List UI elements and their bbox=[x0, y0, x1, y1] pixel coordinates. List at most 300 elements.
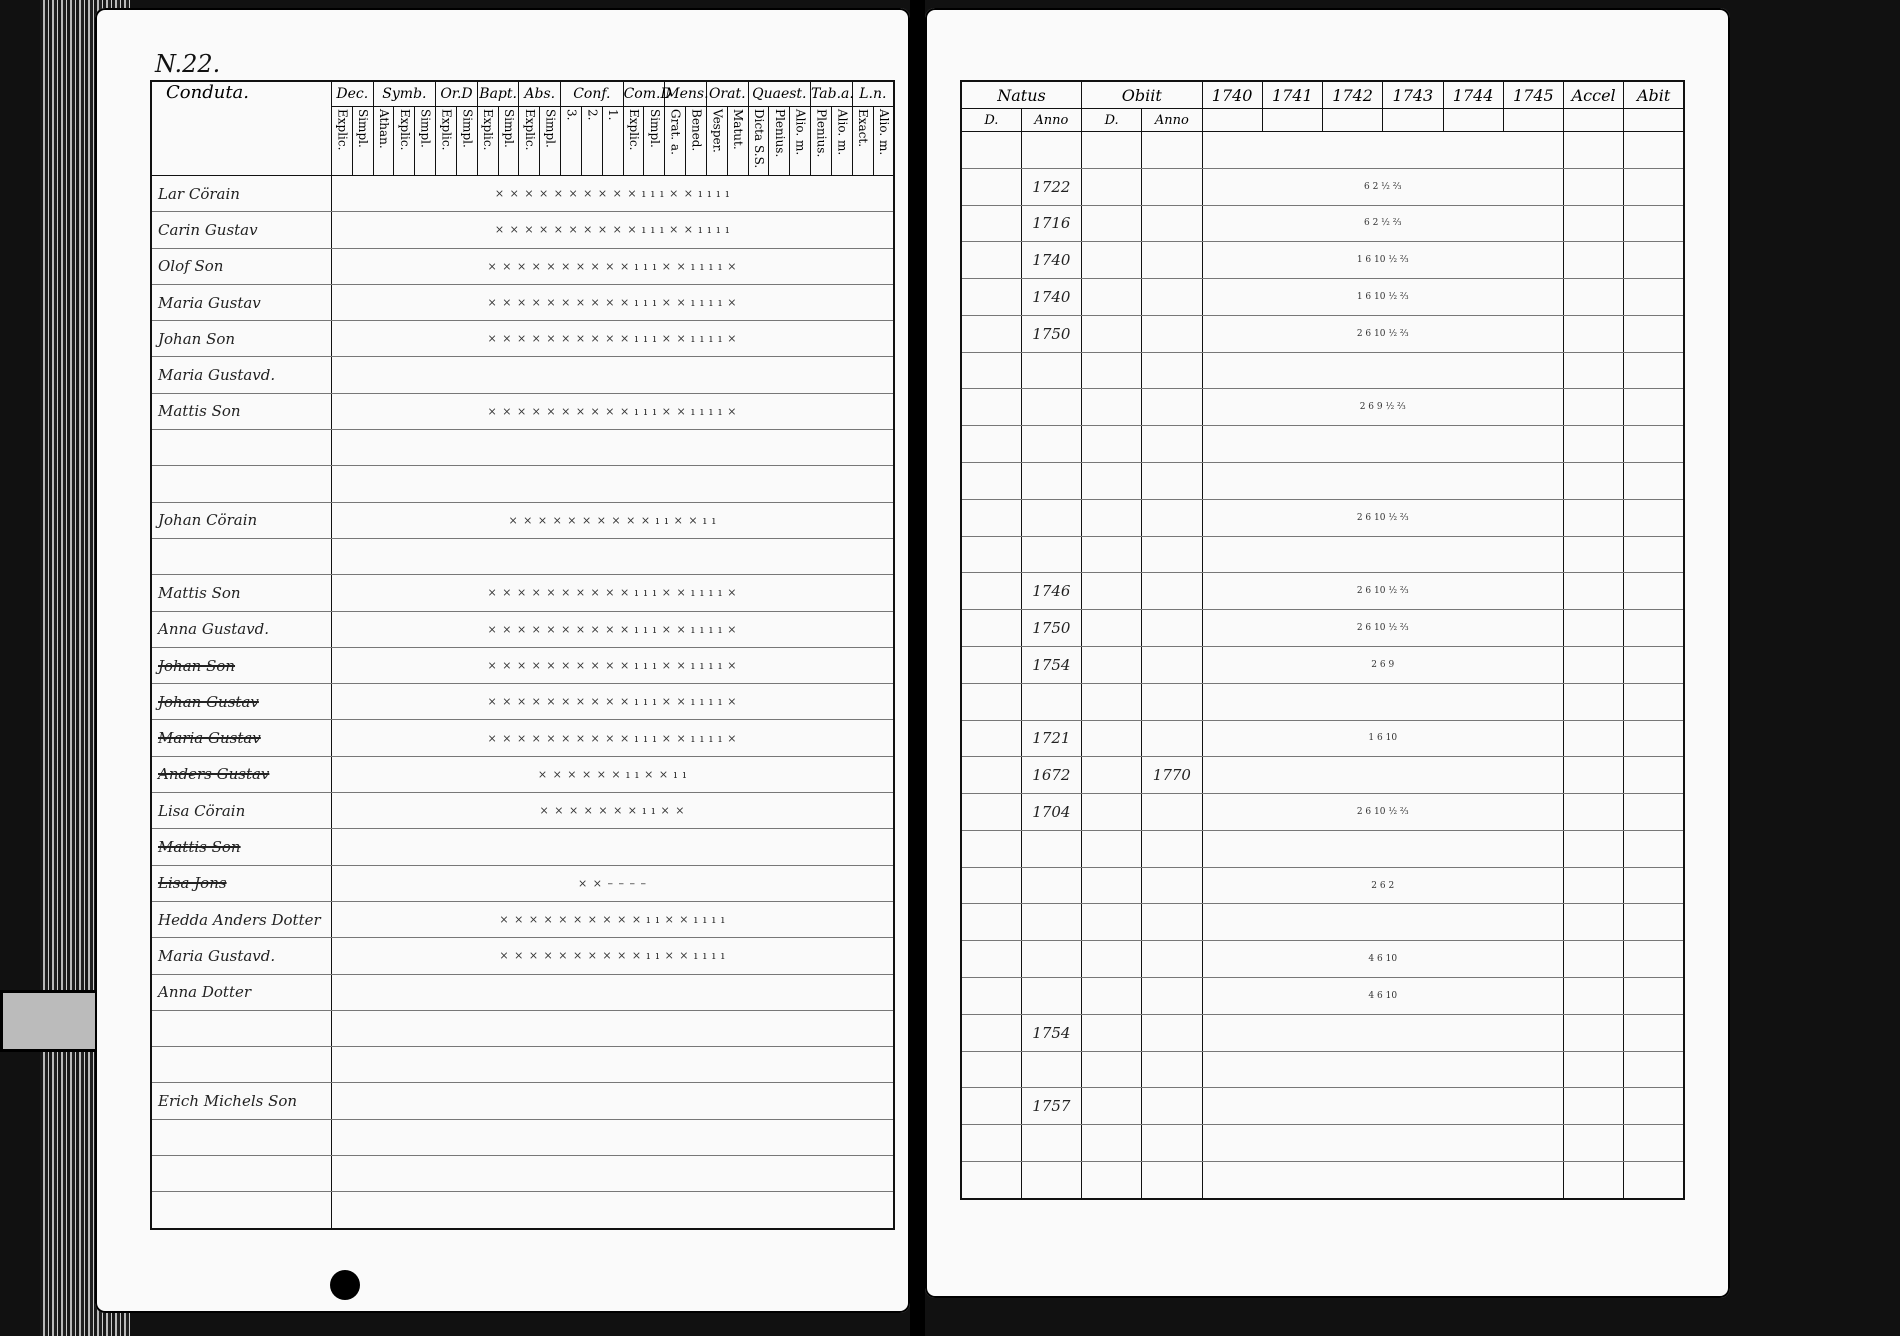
table-row bbox=[961, 205, 1684, 242]
abit-cell bbox=[1624, 646, 1684, 683]
column-sub-header bbox=[332, 107, 353, 176]
table-row bbox=[151, 756, 894, 792]
abit-cell bbox=[1624, 205, 1684, 242]
column-group-header: Quaest. bbox=[748, 81, 810, 107]
natus-day bbox=[961, 536, 1021, 573]
natus-day bbox=[961, 499, 1021, 536]
column-sub-label: Explic. bbox=[627, 109, 641, 151]
obiit-day bbox=[1082, 867, 1142, 904]
column-sub-label: Athan. bbox=[377, 109, 392, 149]
abit-cell bbox=[1624, 977, 1684, 1014]
year-subcolumn bbox=[1202, 109, 1262, 132]
column-sub-label: Simpl. bbox=[460, 109, 475, 148]
column-sub-label: Simpl. bbox=[543, 109, 558, 148]
obiit-year bbox=[1142, 573, 1202, 610]
natus-day bbox=[961, 941, 1021, 978]
table-row bbox=[961, 1051, 1684, 1088]
column-sub-header bbox=[415, 107, 436, 176]
person-name: Anna Dotter bbox=[151, 974, 332, 1010]
table-row bbox=[151, 793, 894, 829]
column-sub-label: Grat. a. bbox=[668, 109, 683, 155]
table-row bbox=[961, 683, 1684, 720]
yearly-progress-tallies: 1 6 10 ½ ⅔ bbox=[1202, 242, 1564, 279]
natus-year bbox=[1021, 1125, 1081, 1162]
natus-header: Natus bbox=[961, 81, 1082, 109]
column-sub-header bbox=[456, 107, 477, 176]
yearly-progress-tallies bbox=[1202, 536, 1564, 573]
person-name: Johan Cörain bbox=[151, 502, 332, 538]
natus-day bbox=[961, 279, 1021, 316]
abit-cell bbox=[1624, 499, 1684, 536]
column-sub-header bbox=[623, 107, 644, 176]
person-name: Lisa Cörain bbox=[151, 793, 332, 829]
table-row bbox=[961, 1014, 1684, 1051]
table-row bbox=[151, 938, 894, 974]
natus-day bbox=[961, 867, 1021, 904]
obiit-day-header: D. bbox=[1082, 109, 1142, 132]
abit-cell bbox=[1624, 573, 1684, 610]
natus-day bbox=[961, 977, 1021, 1014]
obiit-day bbox=[1082, 463, 1142, 500]
obiit-year bbox=[1142, 941, 1202, 978]
natus-day bbox=[961, 463, 1021, 500]
table-row bbox=[151, 466, 894, 502]
obiit-year bbox=[1142, 867, 1202, 904]
table-row bbox=[151, 357, 894, 393]
table-row bbox=[961, 610, 1684, 647]
year-subcolumn bbox=[1323, 109, 1383, 132]
natus-year: 1672 bbox=[1021, 757, 1081, 794]
abit-cell bbox=[1624, 720, 1684, 757]
person-name bbox=[151, 1047, 332, 1083]
natus-year bbox=[1021, 389, 1081, 426]
obiit-day bbox=[1082, 830, 1142, 867]
natus-day bbox=[961, 168, 1021, 205]
obiit-day bbox=[1082, 646, 1142, 683]
natus-day bbox=[961, 242, 1021, 279]
knowledge-marks: × × × × × × × × × × ı ı ı × × ı ı ı ı × bbox=[332, 321, 895, 357]
obiit-day bbox=[1082, 720, 1142, 757]
obiit-day bbox=[1082, 1014, 1142, 1051]
column-sub-header bbox=[581, 107, 602, 176]
table-row bbox=[961, 168, 1684, 205]
column-group-header: Orat. bbox=[706, 81, 748, 107]
obiit-year bbox=[1142, 242, 1202, 279]
year-header: 1741 bbox=[1262, 81, 1322, 109]
abit-cell bbox=[1624, 279, 1684, 316]
table-row bbox=[151, 611, 894, 647]
natus-day bbox=[961, 720, 1021, 757]
right-page bbox=[925, 8, 1730, 1298]
accel-cell bbox=[1564, 1051, 1624, 1088]
obiit-day bbox=[1082, 794, 1142, 831]
abit-cell bbox=[1624, 794, 1684, 831]
column-sub-label: 2. bbox=[585, 109, 600, 121]
left-page bbox=[95, 8, 910, 1313]
column-sub-header bbox=[873, 107, 894, 176]
obiit-header: Obiit bbox=[1082, 81, 1203, 109]
column-sub-header bbox=[373, 107, 394, 176]
column-sub-header bbox=[748, 107, 769, 176]
abit-cell bbox=[1624, 1088, 1684, 1125]
obiit-year bbox=[1142, 205, 1202, 242]
natus-year: 1750 bbox=[1021, 315, 1081, 352]
abit-cell bbox=[1624, 683, 1684, 720]
natus-day bbox=[961, 757, 1021, 794]
abit-cell bbox=[1624, 1125, 1684, 1162]
year-subcolumn bbox=[1262, 109, 1322, 132]
yearly-progress-tallies bbox=[1202, 830, 1564, 867]
obiit-day bbox=[1082, 1125, 1142, 1162]
column-sub-header bbox=[540, 107, 561, 176]
column-group-header: Conf. bbox=[561, 81, 623, 107]
person-name: Anders Gustav bbox=[151, 756, 332, 792]
accel-cell bbox=[1564, 720, 1624, 757]
knowledge-marks bbox=[332, 974, 895, 1010]
column-sub-header bbox=[519, 107, 540, 176]
natus-year bbox=[1021, 977, 1081, 1014]
obiit-day bbox=[1082, 315, 1142, 352]
catechism-register-table bbox=[150, 80, 895, 1230]
year-header: 1745 bbox=[1503, 81, 1563, 109]
column-group-header: Or.D bbox=[436, 81, 478, 107]
yearly-progress-tallies: 2 6 10 ½ ⅔ bbox=[1202, 315, 1564, 352]
table-row bbox=[151, 1192, 894, 1229]
table-row bbox=[151, 575, 894, 611]
column-sub-label: Explic. bbox=[439, 109, 454, 151]
yearly-progress-tallies bbox=[1202, 426, 1564, 463]
abit-subcolumn bbox=[1624, 109, 1684, 132]
column-sub-label: Alio. m. bbox=[876, 109, 891, 156]
person-name: Anna Gustavd. bbox=[151, 611, 332, 647]
column-sub-header bbox=[706, 107, 727, 176]
yearly-progress-tallies bbox=[1202, 1161, 1564, 1199]
yearly-progress-tallies: 2 6 2 bbox=[1202, 867, 1564, 904]
knowledge-marks: × × × × × × × × × × ı ı ı × × ı ı ı ı × bbox=[332, 393, 895, 429]
knowledge-marks: × × × × × × × × × × ı ı ı × × ı ı ı ı × bbox=[332, 284, 895, 320]
obiit-day bbox=[1082, 205, 1142, 242]
obiit-day bbox=[1082, 499, 1142, 536]
obiit-day bbox=[1082, 426, 1142, 463]
yearly-progress-tallies: 2 6 10 ½ ⅔ bbox=[1202, 499, 1564, 536]
knowledge-marks bbox=[332, 538, 895, 574]
natus-day bbox=[961, 1014, 1021, 1051]
column-sub-label: Plenius. bbox=[772, 109, 787, 158]
knowledge-marks bbox=[332, 1192, 895, 1229]
obiit-day bbox=[1082, 536, 1142, 573]
column-sub-label: Plenius. bbox=[814, 109, 829, 158]
table-row bbox=[151, 284, 894, 320]
person-name: Johan Son bbox=[151, 321, 332, 357]
abit-cell bbox=[1624, 610, 1684, 647]
abit-cell bbox=[1624, 941, 1684, 978]
abit-cell bbox=[1624, 426, 1684, 463]
obiit-year bbox=[1142, 646, 1202, 683]
column-group-header: Abs. bbox=[519, 81, 561, 107]
table-row bbox=[151, 212, 894, 248]
accel-cell bbox=[1564, 794, 1624, 831]
table-row bbox=[151, 1010, 894, 1046]
yearly-progress-tallies bbox=[1202, 463, 1564, 500]
natus-year bbox=[1021, 904, 1081, 941]
natus-year: 1757 bbox=[1021, 1088, 1081, 1125]
column-sub-header bbox=[811, 107, 832, 176]
yearly-progress-tallies: 2 6 10 ½ ⅔ bbox=[1202, 794, 1564, 831]
table-row bbox=[151, 321, 894, 357]
knowledge-marks: × × × × × × × × × × ı ı ı × × ı ı ı ı × bbox=[332, 720, 895, 756]
person-name bbox=[151, 1156, 332, 1192]
knowledge-marks: × × × × × × × × × × ı ı ı × × ı ı ı ı bbox=[332, 176, 895, 212]
column-sub-header bbox=[665, 107, 686, 176]
accel-cell bbox=[1564, 279, 1624, 316]
accel-cell bbox=[1564, 573, 1624, 610]
column-sub-label: Matut. bbox=[731, 109, 746, 150]
column-group-header: L.n. bbox=[852, 81, 894, 107]
table-row bbox=[151, 901, 894, 937]
abit-cell bbox=[1624, 757, 1684, 794]
obiit-day bbox=[1082, 573, 1142, 610]
person-name bbox=[151, 1192, 332, 1229]
person-name: Lisa Jons bbox=[151, 865, 332, 901]
abit-cell bbox=[1624, 389, 1684, 426]
obiit-year bbox=[1142, 610, 1202, 647]
table-row bbox=[961, 867, 1684, 904]
natus-day bbox=[961, 1051, 1021, 1088]
column-sub-header bbox=[561, 107, 582, 176]
table-row bbox=[961, 536, 1684, 573]
table-row bbox=[961, 830, 1684, 867]
natus-year: 1722 bbox=[1021, 168, 1081, 205]
knowledge-marks: × × × × × × × × × × ı ı ı × × ı ı ı ı bbox=[332, 212, 895, 248]
obiit-year bbox=[1142, 389, 1202, 426]
accel-cell bbox=[1564, 463, 1624, 500]
obiit-year bbox=[1142, 1088, 1202, 1125]
natus-day bbox=[961, 426, 1021, 463]
obiit-year bbox=[1142, 1051, 1202, 1088]
person-name bbox=[151, 1010, 332, 1046]
obiit-day bbox=[1082, 279, 1142, 316]
table-row bbox=[151, 538, 894, 574]
obiit-year bbox=[1142, 463, 1202, 500]
table-row bbox=[961, 720, 1684, 757]
year-subcolumn bbox=[1383, 109, 1443, 132]
yearly-progress-tallies: 4 6 10 bbox=[1202, 941, 1564, 978]
obiit-day bbox=[1082, 132, 1142, 169]
book-gutter bbox=[910, 0, 925, 1336]
obiit-day bbox=[1082, 941, 1142, 978]
natus-year bbox=[1021, 867, 1081, 904]
column-sub-header bbox=[686, 107, 707, 176]
knowledge-marks bbox=[332, 466, 895, 502]
year-subcolumn bbox=[1443, 109, 1503, 132]
natus-year: 1754 bbox=[1021, 646, 1081, 683]
accel-cell bbox=[1564, 610, 1624, 647]
yearly-progress-tallies bbox=[1202, 132, 1564, 169]
abit-cell bbox=[1624, 1014, 1684, 1051]
column-group-header: Com.D bbox=[623, 81, 665, 107]
obiit-year bbox=[1142, 352, 1202, 389]
table-row bbox=[151, 1083, 894, 1119]
column-sub-header bbox=[602, 107, 623, 176]
knowledge-marks bbox=[332, 430, 895, 466]
natus-year bbox=[1021, 426, 1081, 463]
yearly-progress-tallies: 6 2 ½ ⅔ bbox=[1202, 168, 1564, 205]
table-row bbox=[961, 977, 1684, 1014]
column-sub-label: Simpl. bbox=[356, 109, 371, 148]
abit-cell bbox=[1624, 132, 1684, 169]
knowledge-marks: × × × × × × × × × × ı ı ı × × ı ı ı ı × bbox=[332, 647, 895, 683]
obiit-year bbox=[1142, 1161, 1202, 1199]
table-row bbox=[151, 720, 894, 756]
natus-day bbox=[961, 830, 1021, 867]
obiit-year bbox=[1142, 168, 1202, 205]
knowledge-marks: × × × × × × × × × × ı ı × × ı ı bbox=[332, 502, 895, 538]
table-row bbox=[151, 1119, 894, 1155]
natus-year: 1704 bbox=[1021, 794, 1081, 831]
natus-day bbox=[961, 315, 1021, 352]
table-row bbox=[151, 1047, 894, 1083]
accel-cell bbox=[1564, 168, 1624, 205]
natus-day bbox=[961, 205, 1021, 242]
knowledge-marks: × × × × × × × × × × ı ı ı × × ı ı ı ı × bbox=[332, 684, 895, 720]
column-sub-label: Explic. bbox=[397, 109, 412, 151]
obiit-year: 1770 bbox=[1142, 757, 1202, 794]
natus-year bbox=[1021, 1161, 1081, 1199]
natus-year bbox=[1021, 499, 1081, 536]
yearly-progress-tallies: 6 2 ½ ⅔ bbox=[1202, 205, 1564, 242]
abit-cell bbox=[1624, 315, 1684, 352]
accel-cell bbox=[1564, 867, 1624, 904]
yearly-progress-tallies bbox=[1202, 683, 1564, 720]
knowledge-marks: × × × × × × × × × × ı ı × × ı ı ı ı bbox=[332, 901, 895, 937]
column-sub-label: Vesper. bbox=[710, 109, 725, 153]
accel-cell bbox=[1564, 389, 1624, 426]
person-name bbox=[151, 1119, 332, 1155]
natus-day bbox=[961, 1125, 1021, 1162]
table-row bbox=[961, 132, 1684, 169]
obiit-year bbox=[1142, 279, 1202, 316]
natus-day bbox=[961, 573, 1021, 610]
column-group-header: Dec. bbox=[332, 81, 374, 107]
accel-cell bbox=[1564, 536, 1624, 573]
person-name: Mattis Son bbox=[151, 829, 332, 865]
table-row bbox=[961, 573, 1684, 610]
obiit-day bbox=[1082, 389, 1142, 426]
natus-year: 1740 bbox=[1021, 279, 1081, 316]
column-sub-header bbox=[727, 107, 748, 176]
column-sub-label: Simpl. bbox=[647, 109, 662, 148]
table-row bbox=[151, 829, 894, 865]
yearly-progress-tallies: 2 6 10 ½ ⅔ bbox=[1202, 573, 1564, 610]
knowledge-marks: × × × × × × × × × × ı ı ı × × ı ı ı ı × bbox=[332, 611, 895, 647]
column-sub-header bbox=[644, 107, 665, 176]
column-sub-label: 1. bbox=[606, 109, 621, 121]
person-name: Johan Gustav bbox=[151, 684, 332, 720]
accel-cell bbox=[1564, 646, 1624, 683]
accel-cell bbox=[1564, 426, 1624, 463]
column-sub-label: Simpl. bbox=[502, 109, 517, 148]
yearly-progress-tallies bbox=[1202, 1014, 1564, 1051]
obiit-year bbox=[1142, 794, 1202, 831]
person-name: Lar Cörain bbox=[151, 176, 332, 212]
yearly-progress-tallies bbox=[1202, 757, 1564, 794]
natus-day bbox=[961, 683, 1021, 720]
natus-year: 1721 bbox=[1021, 720, 1081, 757]
yearly-progress-tallies: 4 6 10 bbox=[1202, 977, 1564, 1014]
person-name: Hedda Anders Dotter bbox=[151, 901, 332, 937]
abit-cell bbox=[1624, 867, 1684, 904]
accel-cell bbox=[1564, 977, 1624, 1014]
obiit-year bbox=[1142, 977, 1202, 1014]
abit-cell bbox=[1624, 242, 1684, 279]
column-sub-label: Exact. bbox=[856, 109, 871, 148]
column-sub-header bbox=[394, 107, 415, 176]
column-sub-label: Bened. bbox=[689, 109, 704, 152]
column-sub-label: Explic. bbox=[481, 109, 496, 151]
binding-hole bbox=[330, 1270, 360, 1300]
table-row bbox=[151, 974, 894, 1010]
obiit-day bbox=[1082, 683, 1142, 720]
yearly-progress-tallies: 2 6 10 ½ ⅔ bbox=[1202, 610, 1564, 647]
accel-cell bbox=[1564, 1125, 1624, 1162]
yearly-progress-tallies bbox=[1202, 352, 1564, 389]
obiit-year bbox=[1142, 536, 1202, 573]
abit-cell bbox=[1624, 1161, 1684, 1199]
obiit-day bbox=[1082, 1051, 1142, 1088]
column-sub-header bbox=[436, 107, 457, 176]
obiit-year bbox=[1142, 315, 1202, 352]
column-sub-label: Alio. m. bbox=[835, 109, 850, 156]
abit-cell bbox=[1624, 904, 1684, 941]
obiit-year bbox=[1142, 132, 1202, 169]
table-row bbox=[961, 1088, 1684, 1125]
table-row bbox=[151, 176, 894, 212]
knowledge-marks bbox=[332, 1010, 895, 1046]
knowledge-marks: × × × × × × × × × × ı ı × × ı ı ı ı bbox=[332, 938, 895, 974]
obiit-day bbox=[1082, 352, 1142, 389]
natus-day bbox=[961, 794, 1021, 831]
table-row bbox=[961, 757, 1684, 794]
accel-cell bbox=[1564, 1014, 1624, 1051]
accel-cell bbox=[1564, 205, 1624, 242]
knowledge-marks bbox=[332, 1047, 895, 1083]
natus-day-header: D. bbox=[961, 109, 1021, 132]
person-name: Maria Gustavd. bbox=[151, 357, 332, 393]
person-name: Mattis Son bbox=[151, 393, 332, 429]
yearly-progress-tallies: 1 6 10 bbox=[1202, 720, 1564, 757]
table-row bbox=[151, 430, 894, 466]
natus-year: 1716 bbox=[1021, 205, 1081, 242]
table-row bbox=[961, 794, 1684, 831]
table-row bbox=[151, 865, 894, 901]
table-row bbox=[961, 463, 1684, 500]
table-row bbox=[961, 941, 1684, 978]
table-row bbox=[961, 279, 1684, 316]
person-name bbox=[151, 466, 332, 502]
accel-cell bbox=[1564, 904, 1624, 941]
column-sub-header bbox=[852, 107, 873, 176]
accel-subcolumn bbox=[1564, 109, 1624, 132]
natus-year bbox=[1021, 463, 1081, 500]
natus-day bbox=[961, 646, 1021, 683]
obiit-year bbox=[1142, 1125, 1202, 1162]
column-sub-label: Explic. bbox=[522, 109, 537, 151]
accel-cell bbox=[1564, 132, 1624, 169]
abit-cell bbox=[1624, 1051, 1684, 1088]
table-row bbox=[151, 502, 894, 538]
knowledge-marks bbox=[332, 1119, 895, 1155]
person-name: Maria Gustavd. bbox=[151, 938, 332, 974]
